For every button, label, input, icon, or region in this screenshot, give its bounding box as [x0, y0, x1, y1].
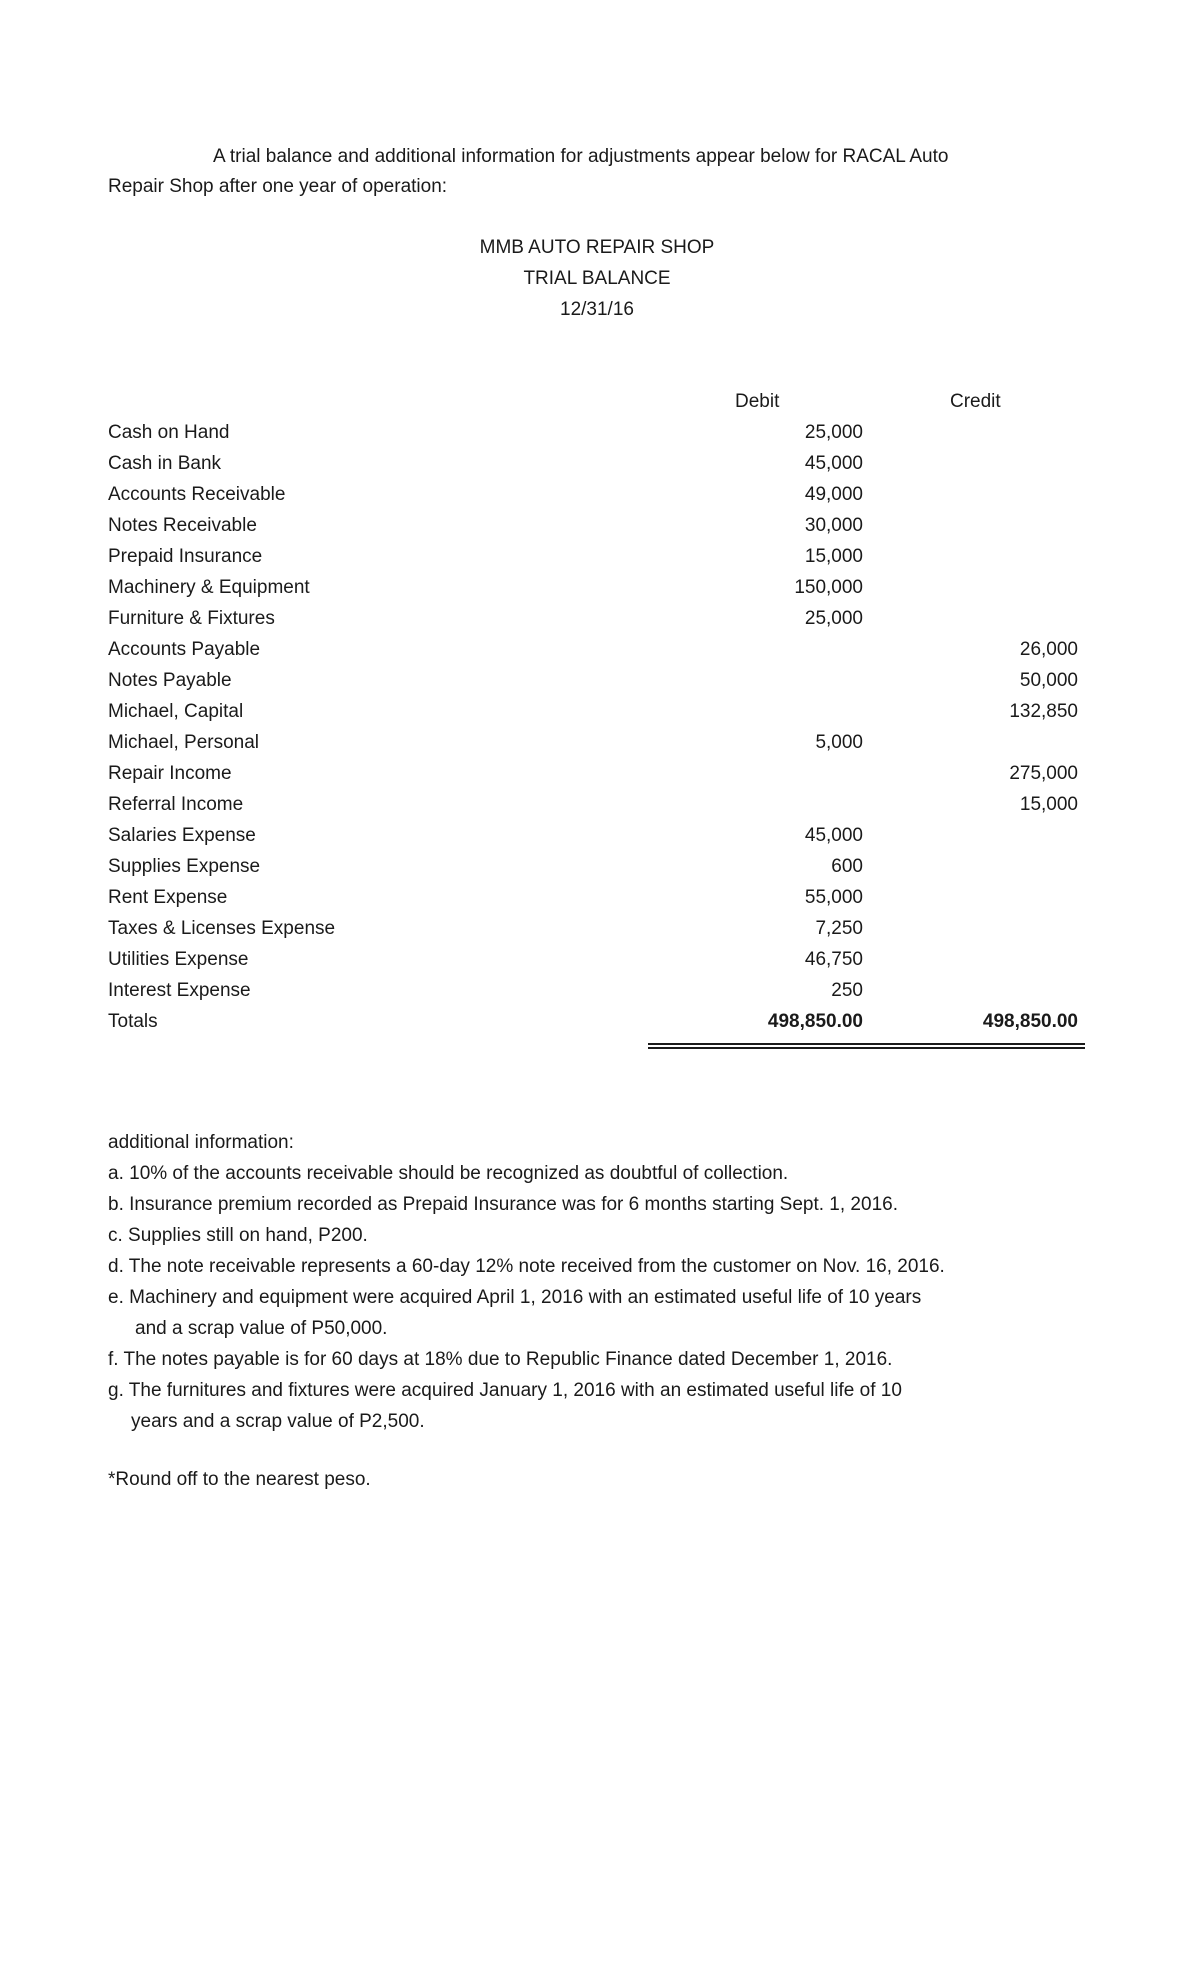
account-name: Utilities Expense	[108, 949, 249, 970]
debit-amount: 7,250	[815, 918, 863, 939]
account-name: Accounts Payable	[108, 639, 261, 660]
info-item-b: b. Insurance premium recorded as Prepaid Insurance was for 6 months starting Sept. 1, 2016.	[108, 1194, 898, 1215]
totals-row	[108, 1010, 1088, 1041]
account-name: Notes Receivable	[108, 515, 257, 536]
account-name: Taxes & Licenses Expense	[108, 918, 336, 939]
debit-amount: 49,000	[804, 484, 863, 505]
account-name: Prepaid Insurance	[108, 546, 263, 567]
debit-amount: 30,000	[804, 515, 863, 536]
debit-amount: 250	[831, 980, 863, 1001]
info-item-c: c. Supplies still on hand, P200.	[108, 1225, 368, 1246]
table-row	[108, 917, 1088, 948]
table-row	[108, 855, 1088, 886]
table-row	[108, 669, 1088, 700]
credit-amount: 15,000	[1019, 794, 1078, 815]
intro-text-line-1: A trial balance and additional information for adjustments appear below for RACAL Auto	[213, 146, 949, 167]
credit-amount: 26,000	[1019, 639, 1078, 660]
debit-amount: 600	[831, 856, 863, 877]
account-name: Salaries Expense	[108, 825, 256, 846]
total-debit: 498,850.00	[767, 1011, 863, 1032]
intro-text-line-2: Repair Shop after one year of operation:	[108, 176, 448, 197]
credit-amount: 132,850	[1009, 701, 1078, 722]
account-name: Interest Expense	[108, 980, 251, 1001]
table-row	[108, 545, 1088, 576]
additional-info-heading: additional information:	[108, 1132, 294, 1153]
info-item-f: f. The notes payable is for 60 days at 18% due to Republic Finance dated December 1, 2016.	[108, 1349, 893, 1370]
table-row	[108, 483, 1088, 514]
account-name: Furniture & Fixtures	[108, 608, 275, 629]
table-row	[108, 421, 1088, 452]
account-name: Repair Income	[108, 763, 232, 784]
table-row	[108, 731, 1088, 762]
table-row	[108, 979, 1088, 1010]
report-title: TRIAL BALANCE	[523, 268, 671, 289]
totals-label: Totals	[108, 1011, 158, 1032]
info-item-e-cont: and a scrap value of P50,000.	[135, 1318, 388, 1339]
debit-amount: 25,000	[804, 608, 863, 629]
total-credit: 498,850.00	[982, 1011, 1078, 1032]
table-row	[108, 948, 1088, 979]
report-date: 12/31/16	[560, 299, 634, 320]
account-name: Rent Expense	[108, 887, 228, 908]
account-name: Cash in Bank	[108, 453, 222, 474]
credit-amount: 50,000	[1019, 670, 1078, 691]
info-item-a: a. 10% of the accounts receivable should be recognized as doubtful of collection.	[108, 1163, 789, 1184]
info-item-e: e. Machinery and equipment were acquired April 1, 2016 with an estimated useful life of 10 years	[108, 1287, 922, 1308]
table-row	[108, 886, 1088, 917]
double-underline	[648, 1043, 1085, 1049]
table-row	[108, 638, 1088, 669]
credit-column-header: Credit	[950, 391, 1001, 412]
debit-amount: 45,000	[804, 825, 863, 846]
table-row	[108, 514, 1088, 545]
table-row	[108, 452, 1088, 483]
company-name: MMB AUTO REPAIR SHOP	[479, 237, 715, 258]
debit-amount: 5,000	[815, 732, 863, 753]
account-name: Machinery & Equipment	[108, 577, 310, 598]
table-row	[108, 793, 1088, 824]
table-row	[108, 576, 1088, 607]
info-item-g: g. The furnitures and fixtures were acquired January 1, 2016 with an estimated useful life of 10	[108, 1380, 902, 1401]
table-row	[108, 700, 1088, 731]
debit-amount: 46,750	[804, 949, 863, 970]
debit-amount: 150,000	[794, 577, 863, 598]
table-row	[108, 824, 1088, 855]
info-item-g-cont: years and a scrap value of P2,500.	[131, 1411, 425, 1432]
table-row	[108, 762, 1088, 793]
debit-column-header: Debit	[735, 391, 780, 412]
debit-amount: 25,000	[804, 422, 863, 443]
debit-amount: 55,000	[804, 887, 863, 908]
account-name: Supplies Expense	[108, 856, 261, 877]
account-name: Referral Income	[108, 794, 244, 815]
debit-amount: 45,000	[804, 453, 863, 474]
info-item-d: d. The note receivable represents a 60-day 12% note received from the customer on Nov. 16, 2016.	[108, 1256, 945, 1277]
account-name: Notes Payable	[108, 670, 232, 691]
credit-amount: 275,000	[1009, 763, 1078, 784]
debit-amount: 15,000	[804, 546, 863, 567]
account-name: Michael, Capital	[108, 701, 244, 722]
account-name: Cash on Hand	[108, 422, 230, 443]
account-name: Michael, Personal	[108, 732, 260, 753]
table-row	[108, 607, 1088, 638]
rounding-note: *Round off to the nearest peso.	[108, 1469, 371, 1490]
account-name: Accounts Receivable	[108, 484, 286, 505]
